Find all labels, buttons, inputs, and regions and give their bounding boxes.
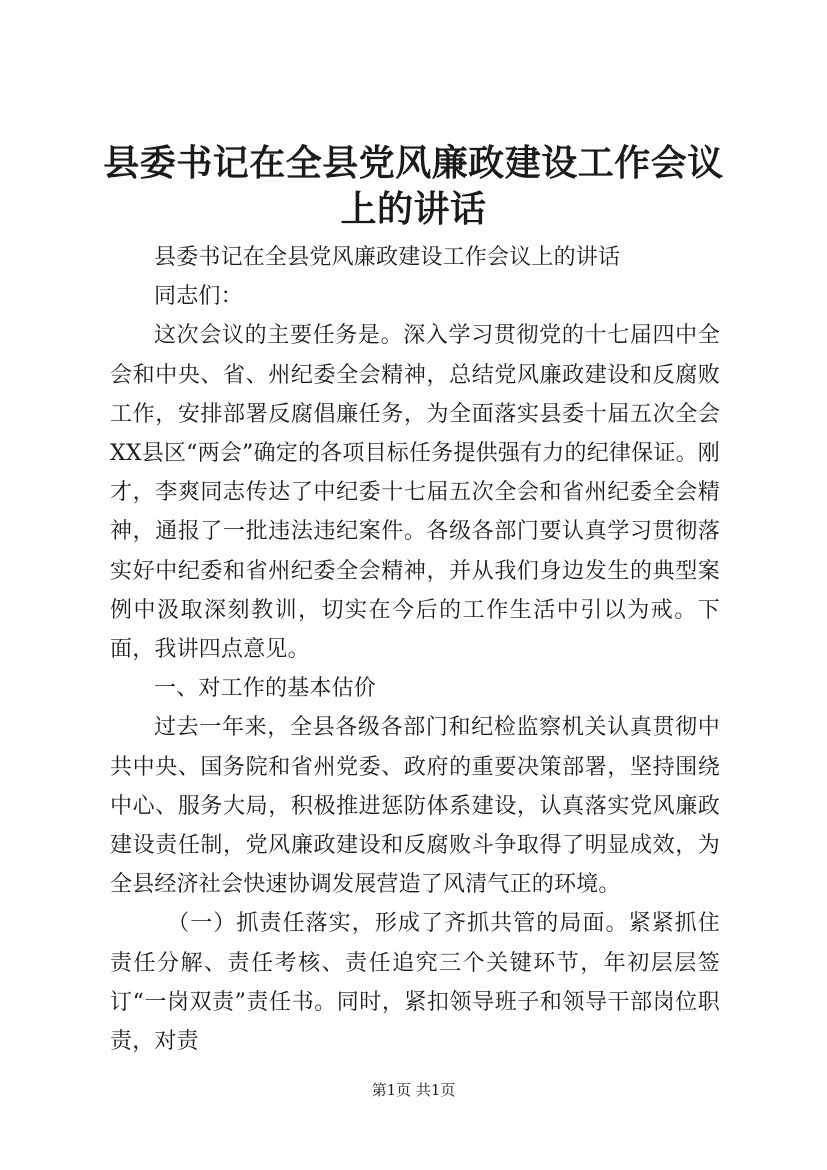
review-paragraph: 过去一年来，全县各级各部门和纪检监察机关认真贯彻中共中央、国务院和省州党委、政府的重要决策部署，坚持围绕中心、服务大局，积极推进惩防体系建设，认真落实党风廉政建设责任制，党风廉政建设和反腐败斗争取得了明显成效，为全县经济社会快速协调发展营造了风清气正的环境。: [110, 715, 720, 898]
section-heading: 一、对工作的基本估价: [154, 676, 377, 702]
document-title: 县委书记在全县党风廉政建设工作会议上的讲话: [103, 142, 724, 230]
salutation-paragraph: 同志们：: [154, 284, 243, 310]
intro-paragraph: 这次会议的主要任务是。深入学习贯彻党的十七届四中全会和中央、省、州纪委全会精神，总结党风廉政建设和反腐败工作，安排部署反腐倡廉任务，为全面落实县委十届五次全会XX县区“两会”确定的各项目标任务提供强有力的纪律保证。刚才，李爽同志传达了中纪委十七届五次全会和省州纪委全会精神，通报了一批违法违纪案件。各级各部门要认真学习贯彻落实好中纪委和省州纪委全会精神，并从我们身边发生的典型案例中汲取深刻教训，切实在今后的工作生活中引以为戒。下面，我讲四点意见。: [110, 323, 720, 663]
subsection-paragraph: （一）抓责任落实，形成了齐抓共管的局面。紧紧抓住责任分解、责任考核、责任追究三个关键环节，年初层层签订“一岗双责”责任书。同时，紧扣领导班子和领导干部岗位职责，对责: [110, 911, 720, 1055]
document-body: [110, 238, 720, 1061]
subtitle-paragraph: 县委书记在全县党风廉政建设工作会议上的讲话: [154, 245, 621, 270]
page-footer: 第1页 共1页: [371, 1081, 456, 1099]
